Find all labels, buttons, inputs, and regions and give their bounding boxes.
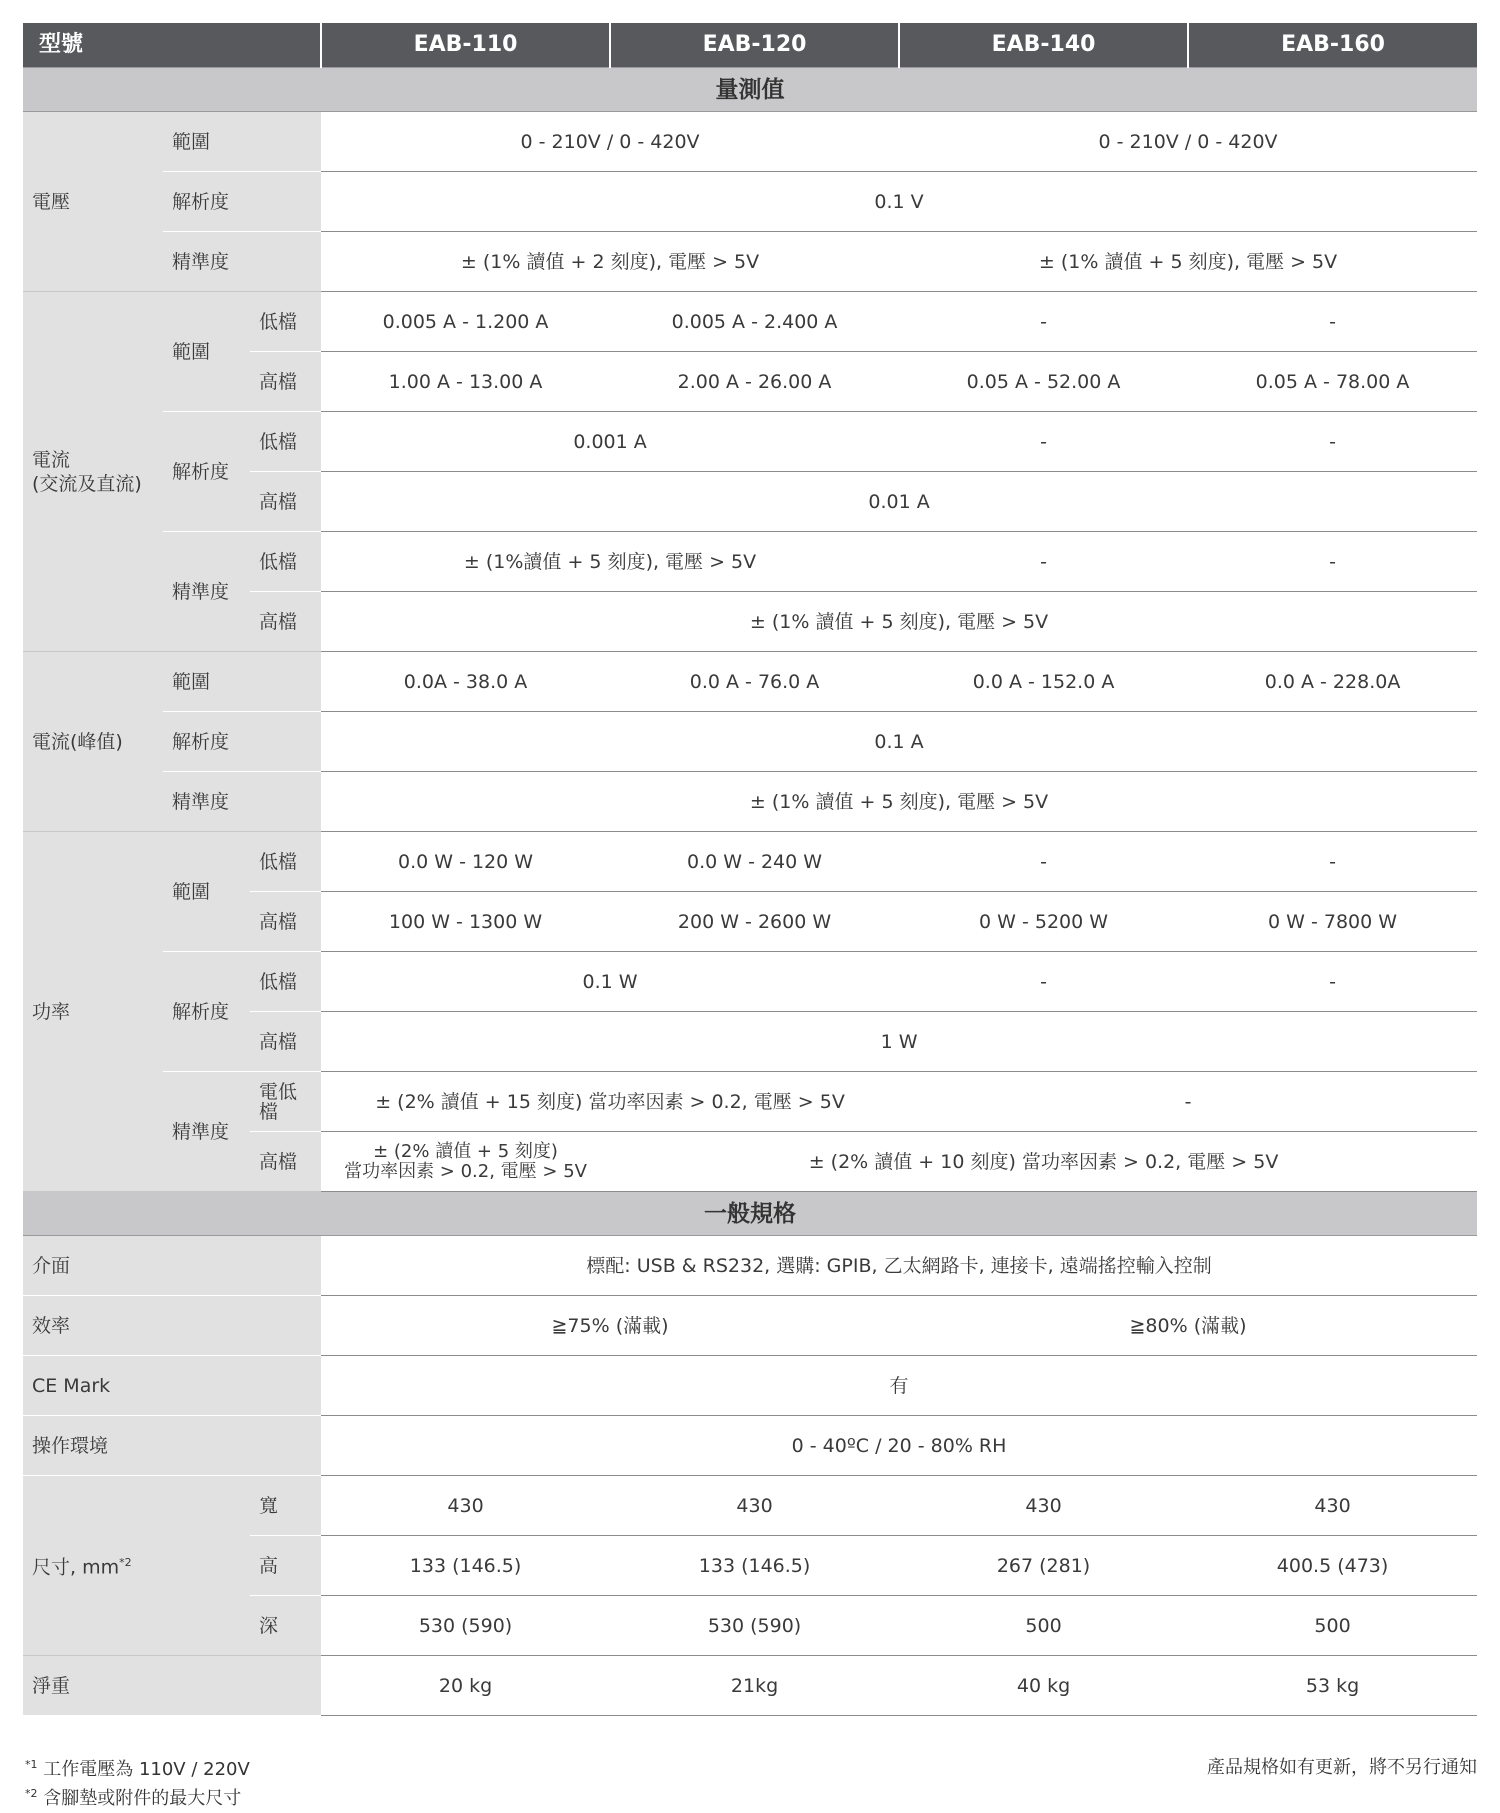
current-resolution-label: 解析度 <box>163 412 250 532</box>
spec-table-wrapper <box>23 23 1477 1716</box>
power-res-low-a: 0.1 W <box>321 952 899 1012</box>
current-range-low-140: - <box>899 292 1188 352</box>
dim-width-label: 寬 <box>250 1476 321 1536</box>
dim-height-110: 133 (146.5) <box>321 1536 610 1596</box>
model-eab-110: EAB-110 <box>321 23 610 68</box>
current-acc-low-140: - <box>899 532 1188 592</box>
dim-depth-140: 500 <box>899 1596 1188 1656</box>
power-range-high-label: 高檔 <box>250 892 321 952</box>
dim-height-160: 400.5 (473) <box>1188 1536 1477 1596</box>
power-acc-high-label: 高檔 <box>250 1132 321 1192</box>
current-acc-high-label: 高檔 <box>250 592 321 652</box>
power-res-high-label: 高檔 <box>250 1012 321 1072</box>
efficiency-label: 效率 <box>23 1296 321 1356</box>
weight-140: 40 kg <box>899 1656 1188 1716</box>
peak-resolution-label: 解析度 <box>163 712 321 772</box>
power-acc-high-110-line1: ± (2% 讀值 + 5 刻度) <box>373 1140 558 1162</box>
interface-label: 介面 <box>23 1236 321 1296</box>
peak-label: 電流(峰值) <box>23 652 163 832</box>
efficiency-b: ≧80% (滿載) <box>899 1296 1477 1356</box>
current-range-low-label: 低檔 <box>250 292 321 352</box>
power-res-high: 1 W <box>321 1012 1477 1072</box>
power-acc-high-110 <box>321 1132 610 1192</box>
dim-depth-160: 500 <box>1188 1596 1477 1656</box>
current-range-low-120: 0.005 A - 2.400 A <box>610 292 899 352</box>
power-range-high-120: 200 W - 2600 W <box>610 892 899 952</box>
voltage-accuracy-a: ± (1% 讀值 + 2 刻度), 電壓 > 5V <box>321 232 899 292</box>
current-label-line1: 電流 <box>32 448 71 471</box>
power-range-high-160: 0 W - 7800 W <box>1188 892 1477 952</box>
efficiency-a: ≧75% (滿載) <box>321 1296 899 1356</box>
power-range-low-120: 0.0 W - 240 W <box>610 832 899 892</box>
dim-width-140: 430 <box>899 1476 1188 1536</box>
voltage-label: 電壓 <box>23 112 163 292</box>
current-res-low-140: - <box>899 412 1188 472</box>
power-acc-low-label-1: 電低 <box>259 1080 298 1103</box>
power-acc-low-label-2: 檔 <box>259 1100 279 1123</box>
current-res-high: 0.01 A <box>321 472 1477 532</box>
current-res-high-label: 高檔 <box>250 472 321 532</box>
peak-range-140: 0.0 A - 152.0 A <box>899 652 1188 712</box>
weight-160: 53 kg <box>1188 1656 1477 1716</box>
current-range-high-label: 高檔 <box>250 352 321 412</box>
peak-range-160: 0.0 A - 228.0A <box>1188 652 1477 712</box>
footnote-2-mark: *2 <box>25 1787 38 1800</box>
voltage-accuracy-b: ± (1% 讀值 + 5 刻度), 電壓 > 5V <box>899 232 1477 292</box>
ce-value: 有 <box>321 1356 1477 1416</box>
dim-height-140: 267 (281) <box>899 1536 1188 1596</box>
power-range-high-140: 0 W - 5200 W <box>899 892 1188 952</box>
power-accuracy-label: 精準度 <box>163 1072 250 1192</box>
dim-label <box>23 1476 250 1656</box>
dim-width-160: 430 <box>1188 1476 1477 1536</box>
weight-120: 21kg <box>610 1656 899 1716</box>
section-general: 一般規格 <box>23 1192 1477 1236</box>
current-label <box>23 292 163 652</box>
update-notice: 產品規格如有更新，將不另行通知 <box>1207 1757 1477 1778</box>
current-range-high-140: 0.05 A - 52.00 A <box>899 352 1188 412</box>
model-eab-120: EAB-120 <box>610 23 899 68</box>
current-range-label: 範圍 <box>163 292 250 412</box>
voltage-resolution: 0.1 V <box>321 172 1477 232</box>
current-range-low-110: 0.005 A - 1.200 A <box>321 292 610 352</box>
power-res-low-160: - <box>1188 952 1477 1012</box>
peak-range-120: 0.0 A - 76.0 A <box>610 652 899 712</box>
interface-value: 標配: USB & RS232, 選購: GPIB, 乙太網路卡, 連接卡, 遠端搖控輸入控制 <box>321 1236 1477 1296</box>
header-row <box>23 23 1477 68</box>
power-range-label: 範圍 <box>163 832 250 952</box>
dim-depth-label: 深 <box>250 1596 321 1656</box>
ce-label: CE Mark <box>23 1356 321 1416</box>
power-acc-low-a: ± (2% 讀值 + 15 刻度) 當功率因素 > 0.2, 電壓 > 5V <box>321 1072 899 1132</box>
current-acc-low-160: - <box>1188 532 1477 592</box>
footnote-1-mark: *1 <box>25 1758 38 1771</box>
dim-height-label: 高 <box>250 1536 321 1596</box>
dim-width-120: 430 <box>610 1476 899 1536</box>
current-range-high-120: 2.00 A - 26.00 A <box>610 352 899 412</box>
footnotes <box>25 1753 250 1811</box>
current-res-low-label: 低檔 <box>250 412 321 472</box>
current-accuracy-label: 精準度 <box>163 532 250 652</box>
power-resolution-label: 解析度 <box>163 952 250 1072</box>
model-eab-160: EAB-160 <box>1188 23 1477 68</box>
power-acc-high-rest: ± (2% 讀值 + 10 刻度) 當功率因素 > 0.2, 電壓 > 5V <box>610 1132 1477 1192</box>
current-range-low-160: - <box>1188 292 1477 352</box>
section-measure: 量測值 <box>23 68 1477 112</box>
weight-110: 20 kg <box>321 1656 610 1716</box>
env-value: 0 - 40ºC / 20 - 80% RH <box>321 1416 1477 1476</box>
power-res-low-140: - <box>899 952 1188 1012</box>
voltage-range-b: 0 - 210V / 0 - 420V <box>899 112 1477 172</box>
footnote-1 <box>25 1753 250 1782</box>
peak-range-110: 0.0A - 38.0 A <box>321 652 610 712</box>
dim-height-120: 133 (146.5) <box>610 1536 899 1596</box>
voltage-range-a: 0 - 210V / 0 - 420V <box>321 112 899 172</box>
power-acc-low-b: - <box>899 1072 1477 1132</box>
power-acc-high-110-line2: 當功率因素 > 0.2, 電壓 > 5V <box>344 1160 587 1182</box>
current-acc-low-a: ± (1%讀值 + 5 刻度), 電壓 > 5V <box>321 532 899 592</box>
dim-label-sup: *2 <box>119 1556 132 1570</box>
voltage-range-label: 範圍 <box>163 112 321 172</box>
footnote-1-text: 工作電壓為 110V / 220V <box>43 1759 250 1780</box>
peak-accuracy: ± (1% 讀值 + 5 刻度), 電壓 > 5V <box>321 772 1477 832</box>
power-range-low-label: 低檔 <box>250 832 321 892</box>
dim-width-110: 430 <box>321 1476 610 1536</box>
power-res-low-label: 低檔 <box>250 952 321 1012</box>
power-range-low-160: - <box>1188 832 1477 892</box>
peak-resolution: 0.1 A <box>321 712 1477 772</box>
spec-table <box>23 23 1477 1716</box>
current-acc-low-label: 低檔 <box>250 532 321 592</box>
voltage-accuracy-label: 精準度 <box>163 232 321 292</box>
footnote-2 <box>25 1782 250 1811</box>
dim-depth-120: 530 (590) <box>610 1596 899 1656</box>
voltage-resolution-label: 解析度 <box>163 172 321 232</box>
current-range-high-160: 0.05 A - 78.00 A <box>1188 352 1477 412</box>
current-label-line2: (交流及直流) <box>32 472 142 495</box>
peak-accuracy-label: 精準度 <box>163 772 321 832</box>
peak-range-label: 範圍 <box>163 652 321 712</box>
env-label: 操作環境 <box>23 1416 321 1476</box>
dim-label-text: 尺寸, mm <box>32 1556 120 1579</box>
model-label: 型號 <box>23 23 321 68</box>
power-label: 功率 <box>23 832 163 1192</box>
model-eab-140: EAB-140 <box>899 23 1188 68</box>
footnote-2-text: 含腳墊或附件的最大尺寸 <box>43 1788 242 1809</box>
current-res-low-160: - <box>1188 412 1477 472</box>
current-range-high-110: 1.00 A - 13.00 A <box>321 352 610 412</box>
power-range-low-110: 0.0 W - 120 W <box>321 832 610 892</box>
weight-label: 淨重 <box>23 1656 321 1716</box>
current-res-low-a: 0.001 A <box>321 412 899 472</box>
power-acc-low-label <box>250 1072 321 1132</box>
dim-depth-110: 530 (590) <box>321 1596 610 1656</box>
power-range-high-110: 100 W - 1300 W <box>321 892 610 952</box>
current-acc-high: ± (1% 讀值 + 5 刻度), 電壓 > 5V <box>321 592 1477 652</box>
power-range-low-140: - <box>899 832 1188 892</box>
